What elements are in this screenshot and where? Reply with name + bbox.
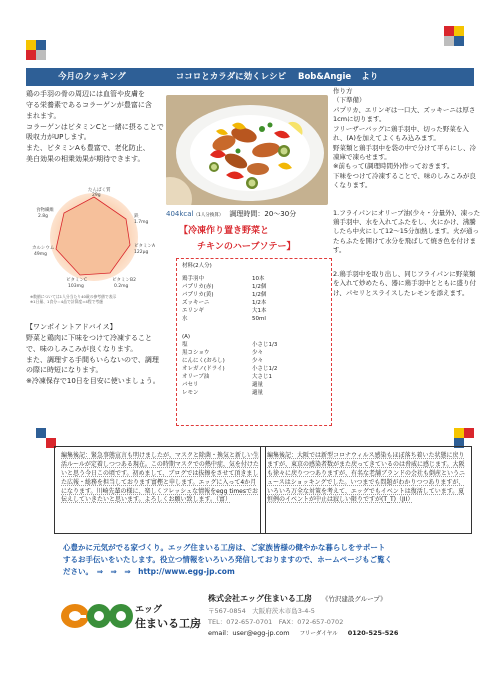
intro-line: 美白効果の相乗効果が期待できます。 (26, 155, 145, 164)
editor-note-left (54, 446, 266, 534)
calorie-value: 404kcal (166, 210, 194, 218)
prep-line: 野菜類と鶏手羽中を袋の中で分けて平らにし、冷凍庫で凍らせます。 (333, 143, 476, 161)
intro-line: 鶏の手羽の骨の周辺には血管や皮膚を (26, 90, 145, 98)
company-name: 株式会社エッグ住まいる工房 (208, 594, 312, 603)
recipe-title-line: チキンのハーブソテー】 (197, 241, 296, 252)
company-email[interactable]: email：user@egg-jp.com (208, 628, 290, 637)
sauce-row: 黒コショウ 少々 (182, 349, 264, 356)
footer-message (63, 542, 463, 578)
ingredients-heading: 材料(2人分) (182, 263, 212, 269)
radar-value: 49mg (34, 252, 47, 257)
advice-line: 野菜と鶏肉に下味をつけて冷凍することで、味のしみこみが良くなります。 (26, 333, 152, 353)
radar-value: 0.2mg (114, 284, 129, 289)
dish-illustration (166, 95, 328, 205)
chart-footnote (30, 294, 160, 305)
sauce-row: オレガノ(ドライ) 小さじ1/2 (182, 365, 278, 372)
egg-logo-mark (55, 590, 210, 636)
recipe-title-line: 【冷凍作り置き野菜と (179, 226, 270, 236)
radar-label: 食物繊維 (36, 208, 54, 213)
sauce-row: レモン 適量 (182, 389, 264, 396)
company-info (208, 592, 478, 639)
recipe-title (179, 224, 327, 256)
section-title: 今月のクッキング (58, 71, 126, 82)
editor-note-right (260, 446, 472, 534)
editor-note-text: 編集後記：緊急事態宣言も明けましたが、マスクと除菌・換気と新しい生活ルールが定着しつつある現在。この時期マスクでの熱中症、気を付けたいと思う今日この頃です。初めまして、ブログでは抜擦をさせて頂きました広報・総務を担当しております富樫と申します。エッグに入って4か月になります。川崎先輩の様に、楽しくフレッシュな情報をegg timesでお伝えしていきたいと思います。よろしくお願い致します。（富） (61, 452, 260, 504)
radar-value: 1.7mg (134, 220, 149, 225)
radar-label: ビタミンC (66, 278, 88, 283)
advice-line: ※冷凍保存で10日を目安に使いましょう。 (26, 377, 160, 386)
intro-line: 吸収力がUPします。 (26, 133, 91, 142)
steps-heading: 作り方 (333, 87, 353, 95)
editor-note-text: 編集後記：大阪では新型コロナウィルス感染もほぼ落ち着いた状態に戻りますが、東京の感染者数がまた戻ってきているのは脅威に感じます。大阪も徐々に戻りつつありますが、有名な老舗ブランドの会社も倒産というニュースはショッキングでした。いつまでも問題がわかりつつありますが、いろいろ万全な対策を考えて、エッグでもイベントは復活しています。夏恒例のイベントが中止は寂しい限りですが(T_T)（JII） (267, 452, 466, 504)
radar-label: 鉄 (134, 214, 139, 219)
ingredient-row: パプリカ(黄) 1/2個 (182, 291, 267, 298)
sauce-heading: (A) (182, 333, 191, 340)
radar-label: たんぱく質 (88, 188, 111, 193)
recipe-series-title: ココロとカラダに効くレシピ (175, 71, 286, 82)
sauce-row: パセリ 適量 (182, 381, 264, 388)
company-logo (55, 590, 210, 636)
ingredient-row: 鶏手羽中 10本 (182, 275, 265, 282)
recipe-header-band (26, 68, 474, 86)
prep-heading: （下準備） (333, 96, 366, 105)
ingredient-row: 水 50ml (182, 315, 266, 322)
ingredient-row: ズッキーニ 1/2本 (182, 299, 267, 306)
sauce-row: オリーブ油 大さじ1 (182, 373, 272, 380)
radar-value: 122μg (134, 250, 149, 255)
logo-name-top: エッグ (135, 605, 162, 615)
intro-line: 守る栄養素であるコラーゲンが豊富に含 (26, 100, 152, 109)
recipe-header-suffix: より (361, 71, 379, 82)
radar-label: カルシウム (32, 246, 55, 251)
dish-photo (166, 95, 328, 205)
advice-heading: 【ワンポイントアドバイス】 (26, 323, 117, 331)
sauce-row: にんにく(おろし) 少々 (182, 357, 264, 364)
prep-line: フリーザーバッグに鶏手羽中、切った野菜を入れ、(A)を加えてよくもみ込みます。 (333, 124, 469, 143)
calorie-info (166, 209, 296, 220)
chart-footnote-line: ※1日量、1食分＝4品で計算度=4程で考慮 (30, 299, 103, 305)
company-tel-fax: TEL：072-657-0701 FAX：072-657-0702 (208, 617, 344, 626)
radar-label: ビタミンB2 (112, 278, 136, 283)
intro-line: コラーゲンはビタミンCと一緒に摂ることで (26, 122, 164, 131)
step-1: 1.フライパンにオリーブ油(少々・分量外)、凍った鶏手羽中、水を入れてふたをし、火にかけ、沸騰したら中火にして12〜15分加熱します。火が通ったらふたを開けて水分を飛ばして焼き色を付けます。 (333, 208, 481, 255)
sauce-row: 塩 小さじ1/3 (182, 341, 278, 348)
recipe-authors: Bob&Angie (297, 71, 352, 82)
ingredient-row: エリンギ 大1本 (182, 307, 267, 314)
footer-message-line[interactable]: ださい。 ⇒ ⇒ ⇒ http://www.egg-jp.com (63, 567, 235, 576)
footer-message-line: 心豊かに元気がでる家づくり。エッグ住まいる工房は、ご家族皆様の健やかな暮らしをサポート (63, 543, 386, 552)
prep-line: 下味をつけて冷凍することで、味のしみこみが良くなります。 (333, 171, 476, 190)
nutrition-radar-chart (30, 183, 158, 308)
ingredient-row: パプリカ(赤) 1/2個 (182, 283, 267, 290)
step-2: 2.鶏手羽中を取り出し、同じフライパンに野菜類を入れて炒めたら、器に鶏手羽中とともに盛り付け、パセリとスライスしたレモンを添えます。 (333, 269, 476, 297)
freedial-label: フリーダイヤル (299, 630, 338, 637)
intro-line: まれます。 (26, 111, 61, 120)
company-group: 《竹沢建設グループ》 (321, 595, 387, 603)
prep-line: パプリカ、エリンギは一口大、ズッキーニは厚さ1cmに切ります。 (333, 105, 476, 124)
prep-line: ※前もって(調理時間外)作っておきます。 (333, 162, 454, 171)
ingredients-box (176, 258, 332, 426)
calorie-per-serving: （1人分換算） (193, 213, 224, 218)
radar-label: ビタミンA (134, 244, 156, 249)
nutrition-radar-svg (30, 183, 158, 291)
advice-line: また、調理する手間もいらないので、調理の際に時短になります。 (26, 355, 159, 375)
radar-value: 2.8g (38, 214, 49, 219)
one-point-advice (26, 322, 161, 387)
freedial-number: 0120-525-526 (347, 628, 399, 637)
radar-value: 103mg (68, 284, 84, 289)
footer-message-line: するお手伝いをいたします。役立つ情報をいろいろ発信しておりますので、ホームページもご覧く (63, 555, 393, 564)
company-address: 〒567-0854 大阪府茨木市島3-4-5 (208, 606, 315, 615)
cooking-time: 調理時間：20〜30分 (229, 210, 297, 218)
chart-footnote-line: ※数値については1人分当たり40歳の参考値で表示 (30, 294, 117, 299)
intro-text (26, 89, 166, 165)
intro-line: また、ビタミンAも豊富で、老化防止、 (26, 144, 150, 153)
cooking-steps (333, 87, 481, 298)
logo-name-bottom: 住まいる工房 (135, 617, 201, 630)
radar-value: 29g (92, 193, 101, 198)
